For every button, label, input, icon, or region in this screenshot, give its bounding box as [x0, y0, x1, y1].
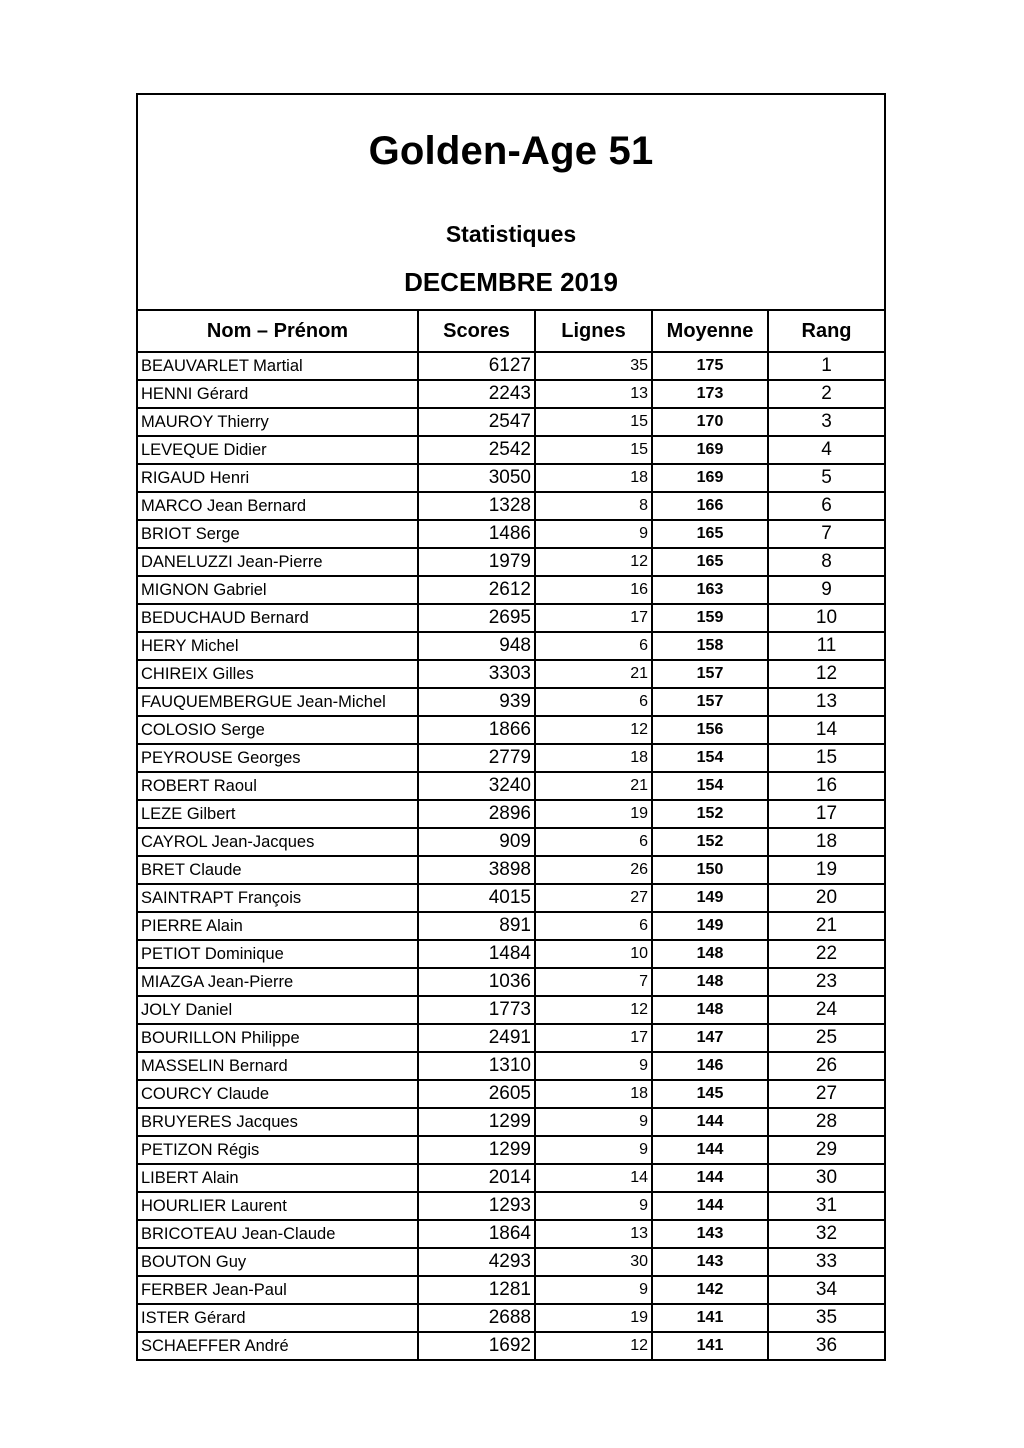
moyenne-cell: 158	[652, 632, 768, 660]
player-name-cell: MIGNON Gabriel	[138, 576, 418, 604]
player-name-cell: MIAZGA Jean-Pierre	[138, 968, 418, 996]
table-row	[138, 884, 884, 912]
scores-cell: 1979	[418, 548, 535, 576]
moyenne-cell: 165	[652, 548, 768, 576]
period-label: DECEMBRE 2019	[404, 267, 618, 297]
player-name-cell: ISTER Gérard	[138, 1304, 418, 1332]
rang-cell: 27	[768, 1080, 884, 1108]
rang-cell: 21	[768, 912, 884, 940]
rang-cell: 3	[768, 408, 884, 436]
moyenne-cell: 154	[652, 772, 768, 800]
scores-cell: 1281	[418, 1276, 535, 1304]
rang-cell: 25	[768, 1024, 884, 1052]
table-row	[138, 744, 884, 772]
moyenne-cell: 165	[652, 520, 768, 548]
lignes-cell: 16	[535, 576, 652, 604]
moyenne-cell: 152	[652, 828, 768, 856]
scores-cell: 1864	[418, 1220, 535, 1248]
lignes-cell: 9	[535, 1192, 652, 1220]
player-name-cell: BRIOT Serge	[138, 520, 418, 548]
lignes-cell: 9	[535, 1276, 652, 1304]
player-name-cell: SAINTRAPT François	[138, 884, 418, 912]
rang-cell: 14	[768, 716, 884, 744]
player-name-cell: MARCO Jean Bernard	[138, 492, 418, 520]
rang-cell: 13	[768, 688, 884, 716]
table-row	[138, 464, 884, 492]
rang-cell: 33	[768, 1248, 884, 1276]
moyenne-cell: 152	[652, 800, 768, 828]
player-name-cell: FERBER Jean-Paul	[138, 1276, 418, 1304]
table-row	[138, 1136, 884, 1164]
table-row	[138, 912, 884, 940]
moyenne-cell: 144	[652, 1136, 768, 1164]
table-row	[138, 1192, 884, 1220]
header-row	[138, 311, 884, 352]
scores-cell: 2779	[418, 744, 535, 772]
player-name-cell: MAUROY Thierry	[138, 408, 418, 436]
page-subtitle: Statistiques	[445, 221, 577, 247]
column-header-lignes: Lignes	[535, 311, 652, 352]
lignes-cell: 18	[535, 464, 652, 492]
rang-cell: 9	[768, 576, 884, 604]
rang-cell: 15	[768, 744, 884, 772]
lignes-cell: 17	[535, 604, 652, 632]
player-name-cell: CHIREIX Gilles	[138, 660, 418, 688]
player-name-cell: LIBERT Alain	[138, 1164, 418, 1192]
scores-cell: 1773	[418, 996, 535, 1024]
moyenne-cell: 163	[652, 576, 768, 604]
scores-cell: 1293	[418, 1192, 535, 1220]
player-name-cell: RIGAUD Henri	[138, 464, 418, 492]
lignes-cell: 14	[535, 1164, 652, 1192]
moyenne-cell: 147	[652, 1024, 768, 1052]
table-row	[138, 1332, 884, 1359]
table-row	[138, 520, 884, 548]
scores-cell: 2695	[418, 604, 535, 632]
table-row	[138, 1024, 884, 1052]
rang-cell: 4	[768, 436, 884, 464]
lignes-cell: 30	[535, 1248, 652, 1276]
moyenne-cell: 166	[652, 492, 768, 520]
lignes-cell: 9	[535, 1052, 652, 1080]
player-name-cell: HOURLIER Laurent	[138, 1192, 418, 1220]
scores-cell: 1486	[418, 520, 535, 548]
scores-cell: 2491	[418, 1024, 535, 1052]
statistics-sheet	[136, 93, 886, 1361]
rang-cell: 28	[768, 1108, 884, 1136]
rang-cell: 1	[768, 352, 884, 380]
column-header-scores: Scores	[418, 311, 535, 352]
rang-cell: 7	[768, 520, 884, 548]
scores-cell: 3240	[418, 772, 535, 800]
scores-cell: 2243	[418, 380, 535, 408]
table-row	[138, 1276, 884, 1304]
player-name-cell: LEVEQUE Didier	[138, 436, 418, 464]
table-row	[138, 660, 884, 688]
rang-cell: 24	[768, 996, 884, 1024]
rang-cell: 23	[768, 968, 884, 996]
lignes-cell: 18	[535, 1080, 652, 1108]
table-row	[138, 576, 884, 604]
table-row	[138, 632, 884, 660]
player-name-cell: FAUQUEMBERGUE Jean-Michel	[138, 688, 418, 716]
lignes-cell: 9	[535, 520, 652, 548]
moyenne-cell: 170	[652, 408, 768, 436]
column-header-name: Nom – Prénom	[138, 311, 418, 352]
moyenne-cell: 142	[652, 1276, 768, 1304]
moyenne-cell: 148	[652, 996, 768, 1024]
moyenne-cell: 169	[652, 464, 768, 492]
scores-cell: 1866	[418, 716, 535, 744]
lignes-cell: 6	[535, 828, 652, 856]
player-name-cell: BRICOTEAU Jean-Claude	[138, 1220, 418, 1248]
scores-cell: 1692	[418, 1332, 535, 1359]
moyenne-cell: 150	[652, 856, 768, 884]
rang-cell: 8	[768, 548, 884, 576]
table-row	[138, 688, 884, 716]
moyenne-cell: 157	[652, 688, 768, 716]
lignes-cell: 19	[535, 800, 652, 828]
scores-cell: 2688	[418, 1304, 535, 1332]
moyenne-cell: 154	[652, 744, 768, 772]
lignes-cell: 6	[535, 912, 652, 940]
rang-cell: 12	[768, 660, 884, 688]
table-row	[138, 1052, 884, 1080]
rang-cell: 22	[768, 940, 884, 968]
table-row	[138, 1304, 884, 1332]
rang-cell: 6	[768, 492, 884, 520]
table-row	[138, 940, 884, 968]
table-row	[138, 772, 884, 800]
table-row	[138, 492, 884, 520]
player-name-cell: SCHAEFFER André	[138, 1332, 418, 1359]
player-name-cell: PETIZON Régis	[138, 1136, 418, 1164]
rang-cell: 16	[768, 772, 884, 800]
lignes-cell: 15	[535, 436, 652, 464]
column-header-rang: Rang	[768, 311, 884, 352]
player-name-cell: JOLY Daniel	[138, 996, 418, 1024]
lignes-cell: 13	[535, 380, 652, 408]
player-name-cell: HENNI Gérard	[138, 380, 418, 408]
player-name-cell: DANELUZZI Jean-Pierre	[138, 548, 418, 576]
moyenne-cell: 148	[652, 968, 768, 996]
player-name-cell: BOUTON Guy	[138, 1248, 418, 1276]
lignes-cell: 21	[535, 772, 652, 800]
lignes-cell: 10	[535, 940, 652, 968]
lignes-cell: 18	[535, 744, 652, 772]
moyenne-cell: 148	[652, 940, 768, 968]
lignes-cell: 21	[535, 660, 652, 688]
scores-cell: 2542	[418, 436, 535, 464]
table-row	[138, 856, 884, 884]
lignes-cell: 9	[535, 1108, 652, 1136]
moyenne-cell: 159	[652, 604, 768, 632]
rang-cell: 30	[768, 1164, 884, 1192]
table-row	[138, 716, 884, 744]
table-row	[138, 968, 884, 996]
player-name-cell: CAYROL Jean-Jacques	[138, 828, 418, 856]
player-name-cell: COURCY Claude	[138, 1080, 418, 1108]
sheet-header	[138, 95, 884, 311]
rang-cell: 11	[768, 632, 884, 660]
ranking-table	[138, 311, 884, 1359]
rang-cell: 31	[768, 1192, 884, 1220]
moyenne-cell: 169	[652, 436, 768, 464]
rang-cell: 26	[768, 1052, 884, 1080]
table-row	[138, 436, 884, 464]
moyenne-cell: 156	[652, 716, 768, 744]
scores-cell: 891	[418, 912, 535, 940]
player-name-cell: BEAUVARLET Martial	[138, 352, 418, 380]
scores-cell: 1299	[418, 1108, 535, 1136]
lignes-cell: 12	[535, 1332, 652, 1359]
table-row	[138, 1220, 884, 1248]
scores-cell: 2605	[418, 1080, 535, 1108]
rang-cell: 10	[768, 604, 884, 632]
moyenne-cell: 157	[652, 660, 768, 688]
player-name-cell: MASSELIN Bernard	[138, 1052, 418, 1080]
player-name-cell: LEZE Gilbert	[138, 800, 418, 828]
moyenne-cell: 143	[652, 1220, 768, 1248]
table-row	[138, 1248, 884, 1276]
lignes-cell: 6	[535, 688, 652, 716]
moyenne-cell: 175	[652, 352, 768, 380]
table-row	[138, 548, 884, 576]
moyenne-cell: 141	[652, 1304, 768, 1332]
table-row	[138, 800, 884, 828]
moyenne-cell: 144	[652, 1192, 768, 1220]
player-name-cell: PIERRE Alain	[138, 912, 418, 940]
rang-cell: 5	[768, 464, 884, 492]
lignes-cell: 19	[535, 1304, 652, 1332]
lignes-cell: 13	[535, 1220, 652, 1248]
scores-cell: 4015	[418, 884, 535, 912]
table-row	[138, 604, 884, 632]
table-row	[138, 1108, 884, 1136]
scores-cell: 6127	[418, 352, 535, 380]
page-title: Golden-Age 51	[368, 129, 654, 173]
lignes-cell: 12	[535, 996, 652, 1024]
lignes-cell: 6	[535, 632, 652, 660]
player-name-cell: PETIOT Dominique	[138, 940, 418, 968]
scores-cell: 1484	[418, 940, 535, 968]
lignes-cell: 7	[535, 968, 652, 996]
rang-cell: 17	[768, 800, 884, 828]
player-name-cell: COLOSIO Serge	[138, 716, 418, 744]
lignes-cell: 12	[535, 548, 652, 576]
moyenne-cell: 144	[652, 1108, 768, 1136]
scores-cell: 2896	[418, 800, 535, 828]
rang-cell: 19	[768, 856, 884, 884]
scores-cell: 2014	[418, 1164, 535, 1192]
lignes-cell: 27	[535, 884, 652, 912]
moyenne-cell: 145	[652, 1080, 768, 1108]
table-row	[138, 996, 884, 1024]
table-header	[138, 311, 884, 352]
table-body	[138, 352, 884, 1359]
lignes-cell: 12	[535, 716, 652, 744]
player-name-cell: HERY Michel	[138, 632, 418, 660]
moyenne-cell: 146	[652, 1052, 768, 1080]
rang-cell: 32	[768, 1220, 884, 1248]
table-row	[138, 408, 884, 436]
table-row	[138, 1164, 884, 1192]
player-name-cell: BEDUCHAUD Bernard	[138, 604, 418, 632]
lignes-cell: 35	[535, 352, 652, 380]
scores-cell: 909	[418, 828, 535, 856]
lignes-cell: 8	[535, 492, 652, 520]
scores-cell: 1310	[418, 1052, 535, 1080]
moyenne-cell: 149	[652, 884, 768, 912]
moyenne-cell: 141	[652, 1332, 768, 1359]
scores-cell: 3050	[418, 464, 535, 492]
scores-cell: 2612	[418, 576, 535, 604]
rang-cell: 34	[768, 1276, 884, 1304]
table-row	[138, 380, 884, 408]
lignes-cell: 17	[535, 1024, 652, 1052]
player-name-cell: BOURILLON Philippe	[138, 1024, 418, 1052]
scores-cell: 4293	[418, 1248, 535, 1276]
lignes-cell: 15	[535, 408, 652, 436]
scores-cell: 2547	[418, 408, 535, 436]
rang-cell: 36	[815, 1335, 838, 1356]
moyenne-cell: 173	[652, 380, 768, 408]
table-row	[138, 1080, 884, 1108]
scores-cell: 3303	[418, 660, 535, 688]
scores-cell: 1036	[418, 968, 535, 996]
moyenne-cell: 149	[652, 912, 768, 940]
player-name-cell: BRUYERES Jacques	[138, 1108, 418, 1136]
scores-cell: 1328	[418, 492, 535, 520]
column-header-moyenne: Moyenne	[652, 311, 768, 352]
table-row	[138, 828, 884, 856]
lignes-cell: 26	[535, 856, 652, 884]
rang-cell: 2	[768, 380, 884, 408]
scores-cell: 1299	[418, 1136, 535, 1164]
moyenne-cell: 144	[652, 1164, 768, 1192]
rang-cell: 20	[768, 884, 884, 912]
scores-cell: 948	[418, 632, 535, 660]
player-name-cell: BRET Claude	[138, 856, 418, 884]
rang-cell: 35	[768, 1304, 884, 1332]
moyenne-cell: 143	[652, 1248, 768, 1276]
lignes-cell: 9	[535, 1136, 652, 1164]
player-name-cell: PEYROUSE Georges	[138, 744, 418, 772]
rang-cell: 18	[768, 828, 884, 856]
scores-cell: 3898	[418, 856, 535, 884]
table-row	[138, 352, 884, 380]
rang-cell: 29	[768, 1136, 884, 1164]
player-name-cell: ROBERT Raoul	[138, 772, 418, 800]
scores-cell: 939	[418, 688, 535, 716]
